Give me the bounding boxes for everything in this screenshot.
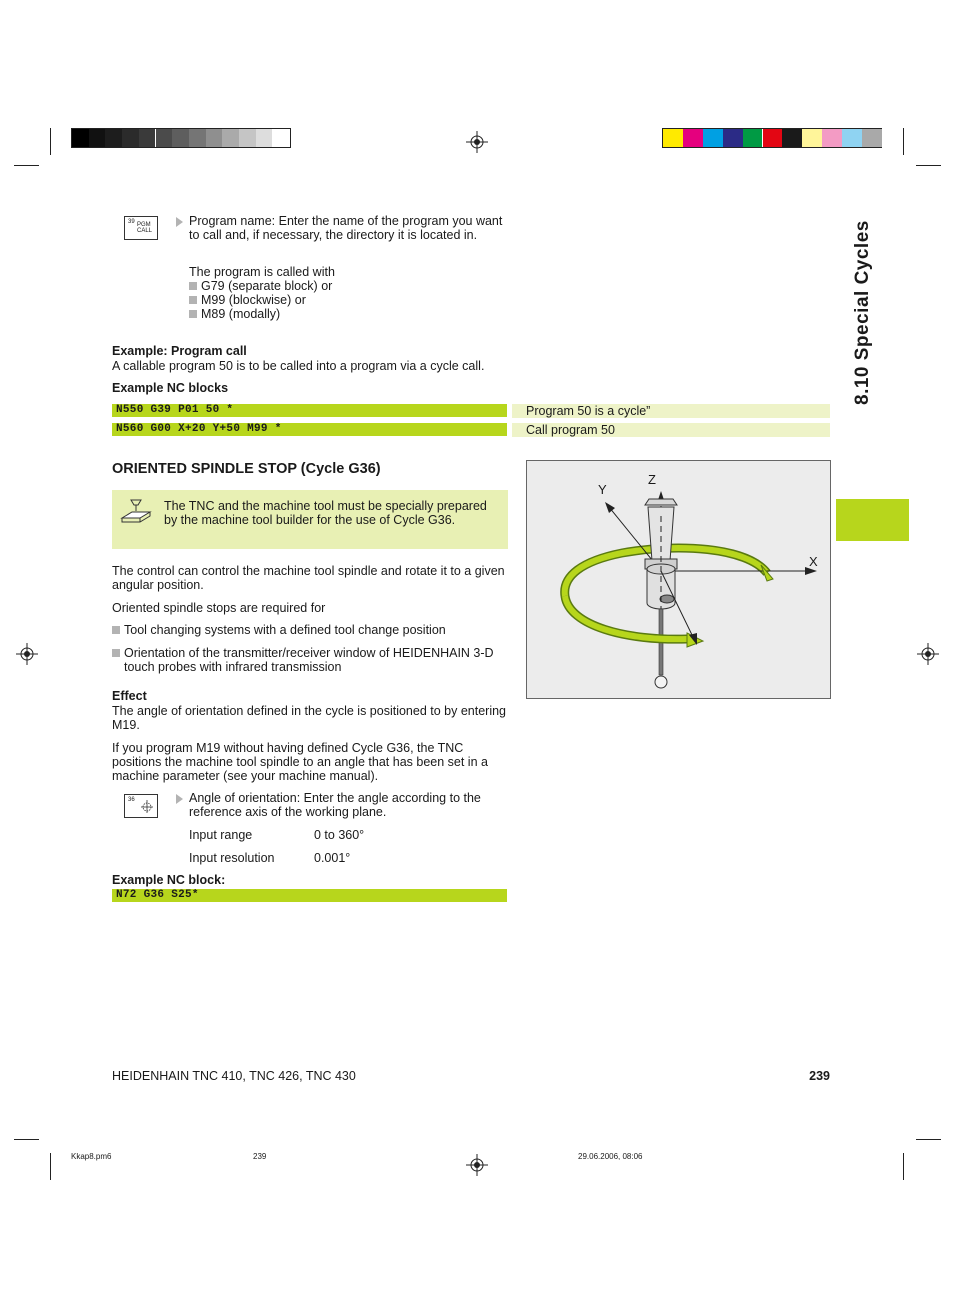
spindle-orientation-key-icon — [124, 794, 158, 818]
slug-date: 29.06.2006, 08:06 — [578, 1152, 643, 1161]
footer-product: HEIDENHAIN TNC 410, TNC 426, TNC 430 — [112, 1069, 356, 1083]
orientation-symbol-icon — [139, 798, 155, 814]
crop-mark — [903, 1153, 904, 1180]
nc-block-code: N550 G39 P01 50 * — [112, 404, 507, 417]
calibration-swatch — [256, 129, 273, 147]
crop-mark — [916, 1139, 941, 1140]
color-calibration-strip — [662, 128, 882, 148]
called-with-text: The program is called with — [189, 265, 335, 279]
nc-block-comment: Program 50 is a cycle” — [512, 404, 830, 418]
calibration-swatch — [272, 129, 289, 147]
crop-mark — [903, 128, 904, 155]
section-title: ORIENTED SPINDLE STOP (Cycle G36) — [112, 461, 381, 477]
calibration-swatch — [156, 129, 173, 147]
effect-paragraph: The angle of orientation defined in the cycle is positioned to by entering M19. — [112, 704, 507, 732]
bullet-icon — [189, 310, 197, 318]
calibration-swatch — [743, 129, 763, 147]
gray-calibration-strip — [71, 128, 291, 148]
effect-paragraph: If you program M19 without having defined Cycle G36, the TNC positions the machine tool spindle to an angle that has been set in a machine parameter (see your machine manual). — [112, 741, 488, 783]
calibration-swatch — [89, 129, 106, 147]
param-value: 0 to 360° — [314, 828, 365, 842]
bullet-icon — [112, 649, 120, 657]
registration-mark-icon — [466, 131, 488, 153]
param-label: Input range — [189, 828, 253, 842]
program-name-param — [176, 214, 510, 242]
registration-mark-icon — [16, 643, 38, 665]
example-program-call-text: A callable program 50 is to be called into a program via a cycle call. — [112, 359, 485, 373]
crop-mark — [50, 1153, 51, 1180]
crop-mark — [50, 128, 51, 155]
slug-file: Kkap8.pm6 — [71, 1152, 112, 1161]
spindle-orientation-illustration — [527, 461, 830, 698]
calibration-swatch — [683, 129, 703, 147]
param-value: 0.001° — [314, 851, 351, 865]
calibration-swatch — [222, 129, 239, 147]
list-item: Tool changing systems with a defined tool change position — [112, 623, 508, 637]
calibration-swatch — [723, 129, 743, 147]
list-item: G79 (separate block) or — [189, 279, 509, 293]
calibration-swatch — [189, 129, 206, 147]
nc-block-code: N560 G00 X+20 Y+50 M99 * — [112, 423, 507, 436]
registration-mark-icon — [466, 1154, 488, 1176]
example-program-call-heading: Example: Program call — [112, 344, 247, 358]
chapter-tab-label: 8.10 Special Cycles — [852, 220, 873, 405]
list-item: Orientation of the transmitter/receiver window of HEIDENHAIN 3-D touch probes with infrared transmission — [112, 646, 508, 674]
calibration-swatch — [206, 129, 223, 147]
angle-text: Angle of orientation: Enter the angle according to the reference axis of the working plane. — [189, 791, 481, 819]
program-name-text: Program name: Enter the name of the program you want to call and, if necessary, the directory it is located in. — [189, 214, 503, 242]
bullet-icon — [189, 282, 197, 290]
calibration-swatch — [663, 129, 683, 147]
list-item: M89 (modally) — [189, 307, 509, 321]
param-arrow-icon — [176, 794, 183, 804]
spindle-figure — [526, 460, 831, 699]
axis-label-y: Y — [598, 482, 607, 497]
nc-block-comment: Call program 50 — [512, 423, 830, 437]
calibration-swatch — [842, 129, 862, 147]
registration-mark-icon — [917, 643, 939, 665]
calibration-swatch — [139, 129, 156, 147]
calibration-swatch — [122, 129, 139, 147]
list-item: M99 (blockwise) or — [189, 293, 509, 307]
axis-label-z: Z — [648, 472, 656, 487]
calibration-swatch — [239, 129, 256, 147]
intro-paragraph: The control can control the machine tool spindle and rotate it to a given angular position. — [112, 564, 505, 592]
angle-param — [176, 791, 510, 819]
calibration-swatch — [72, 129, 89, 147]
softkey-label: PGM — [137, 222, 151, 228]
softkey-label: CALL — [137, 228, 153, 234]
machine-note-icon — [120, 498, 152, 528]
bullet-icon — [112, 626, 120, 634]
call-options-list — [189, 279, 509, 321]
param-label: Input resolution — [189, 851, 275, 865]
param-arrow-icon — [176, 217, 183, 227]
calibration-swatch — [105, 129, 122, 147]
crop-mark — [14, 165, 39, 166]
calibration-swatch — [703, 129, 723, 147]
softkey-number: 36 — [128, 797, 135, 803]
axis-label-x: X — [809, 554, 818, 569]
page-number: 239 — [809, 1069, 830, 1083]
softkey-number: 39 — [128, 219, 135, 225]
calibration-swatch — [172, 129, 189, 147]
chapter-color-tab — [836, 499, 909, 541]
pgm-call-key-icon — [124, 216, 158, 240]
slug-page: 239 — [253, 1152, 267, 1161]
example-nc-blocks-heading: Example NC blocks — [112, 381, 229, 395]
note-box — [112, 490, 508, 549]
note-text: The TNC and the machine tool must be specially prepared by the machine tool builder for the use of Cycle G36. — [164, 499, 487, 527]
bullet-icon — [189, 296, 197, 304]
calibration-swatch — [782, 129, 802, 147]
example-nc-block-heading: Example NC block: — [112, 873, 226, 887]
crop-mark — [916, 165, 941, 166]
nc-block-code: N72 G36 S25* — [112, 889, 507, 902]
effect-heading: Effect — [112, 689, 147, 703]
calibration-swatch — [802, 129, 822, 147]
crop-mark — [14, 1139, 39, 1140]
calibration-swatch — [862, 129, 882, 147]
required-for-paragraph: Oriented spindle stops are required for — [112, 601, 326, 615]
calibration-swatch — [822, 129, 842, 147]
chapter-tab — [848, 210, 878, 410]
calibration-swatch — [763, 129, 783, 147]
